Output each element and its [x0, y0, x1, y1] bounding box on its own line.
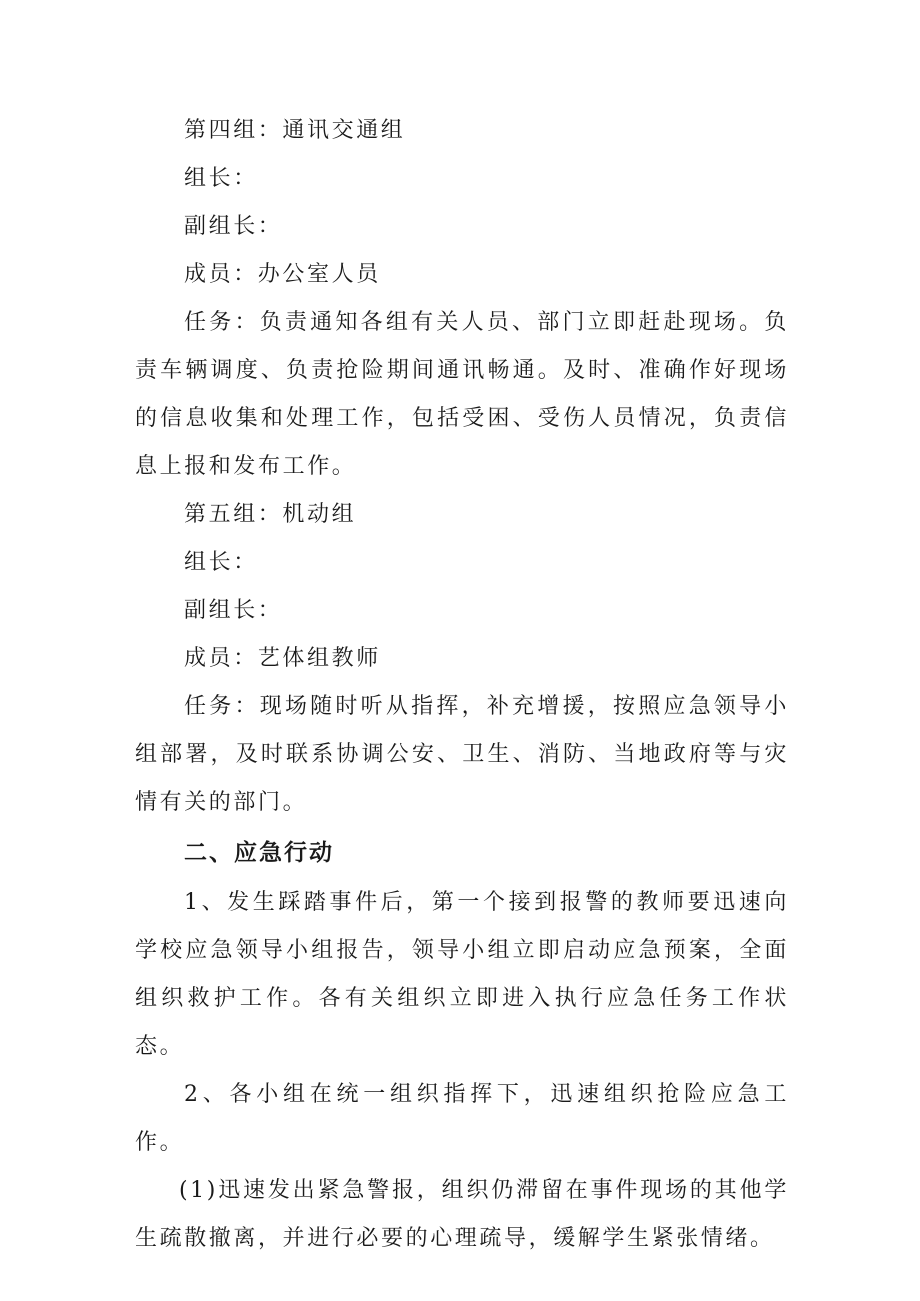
group5-members: 成员：艺体组教师	[184, 646, 381, 671]
group4-leader: 组长：	[184, 166, 258, 191]
group4-deputy: 副组长：	[184, 214, 283, 239]
group4-task: 任务：负责通知各组有关人员、部门立即赶赴现场。负责车辆调度、负责抢险期间通讯畅通。及时、准确作好现场的信息收集和处理工作，包括受困、受伤人员情况，负责信息上报和发布工作。	[135, 310, 789, 479]
document-body	[135, 107, 789, 1263]
action-item-2: 2、各小组在统一组织指挥下，迅速组织抢险应急工作。	[135, 1082, 789, 1155]
action-item-2-1: (1)迅速发出紧急警报，组织仍滞留在事件现场的其他学生疏散撤离，并进行必要的心理疏导，缓解学生紧张情绪。	[135, 1178, 789, 1251]
group5-deputy: 副组长：	[184, 598, 283, 623]
section-heading: 二、应急行动	[184, 840, 334, 866]
action-item-1: 1、发生踩踏事件后，第一个接到报警的教师要迅速向学校应急领导小组报告，领导小组立即启动应急预案，全面组织救护工作。各有关组织立即进入执行应急任务工作状态。	[135, 890, 789, 1059]
group5-leader: 组长：	[184, 550, 258, 575]
group4-title: 第四组：通讯交通组	[184, 118, 406, 143]
group4-members: 成员：办公室人员	[184, 262, 381, 287]
group5-task: 任务：现场随时听从指挥，补充增援，按照应急领导小组部署，及时联系协调公安、卫生、消防、当地政府等与灾情有关的部门。	[135, 694, 789, 815]
group5-title: 第五组：机动组	[184, 502, 357, 527]
